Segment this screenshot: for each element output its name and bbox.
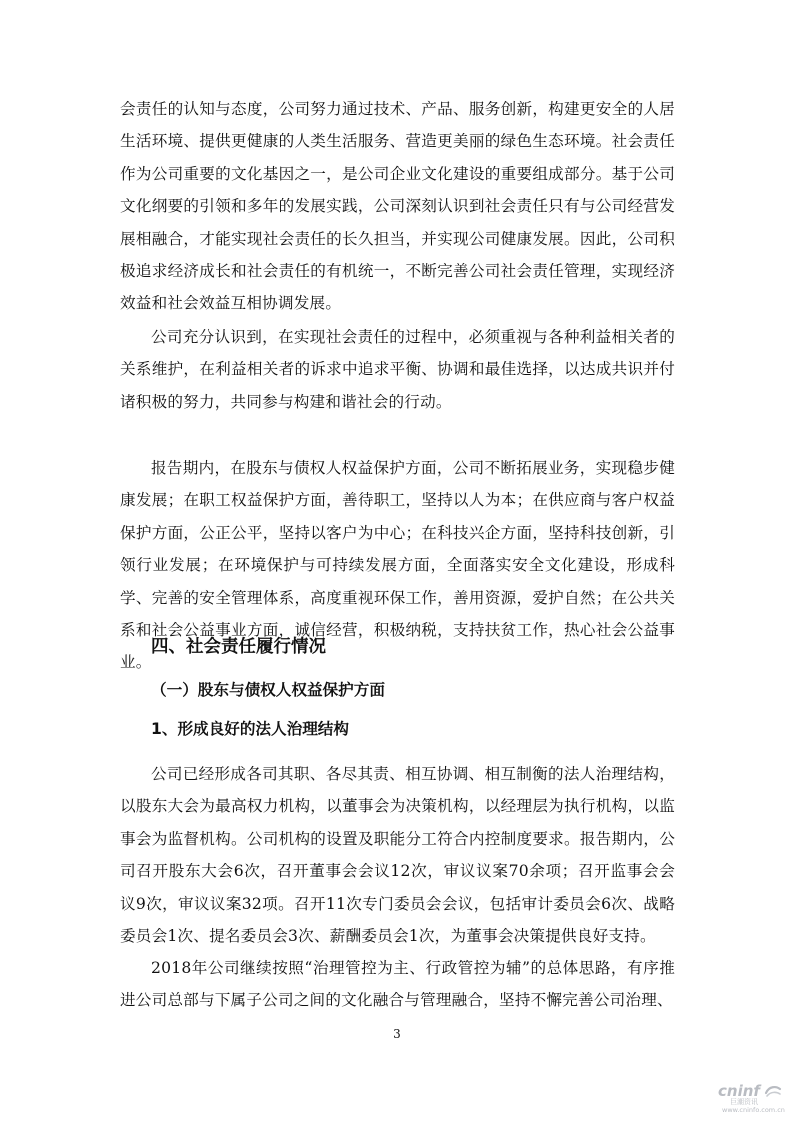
paragraph-report-summary: 报告期内，在股东与债权人权益保护方面，公司不断拓展业务，实现稳步健康发展；在职工权益保护方面，善待职工，坚持以人为本；在供应商与客户权益保护方面，公正公平，坚持以客户为中心；在科技兴企方面，坚持科技创新，引领行业发展；在环境保护与可持续发展方面，全面落实安全文化建设，形成科学、完善的安全管理体系，高度重视环保工作，善用资源，爱护自然；在公共关系和社会公益事业方面，诚信经营，积极纳税，支持扶贫工作，热心社会公益事业。 — [120, 459, 675, 672]
page-number: 3 — [393, 1027, 401, 1041]
item-heading: 1、形成良好的法人治理结构 — [151, 720, 349, 738]
paragraph-governance-structure: 公司已经形成各司其职、各尽其责、相互协调、相互制衡的法人治理结构，以股东大会为最高权力机构，以董事会为决策机构，以经理层为执行机构，以监事会为监督机构。公司机构的设置及职能分工符合内控制度要求。报告期内，公司召开股东大会6次，召开董事会会议12次，审议议案70余项；召开监事会会议9次，审议议案32项。召开11次专门委员会会议，包括审计委员会6次、战略委员会1次、提名委员会3次、薪酬委员会1次，为董事会决策提供良好支持。 — [120, 765, 675, 946]
paragraph-2018-governance: 2018年公司继续按照“治理管控为主、行政管控为辅”的总体思路，有序推进公司总部与下属子公司之间的文化融合与管理融合，坚持不懈完善公司治理、 — [120, 959, 675, 1010]
paragraph-stakeholders: 公司充分认识到，在实现社会责任的过程中，必须重视与各种利益相关者的关系维护，在利益相关者的诉求中追求平衡、协调和最佳选择，以达成共识并付诸积极的努力，共同参与构建和谐社会的行动。 — [120, 328, 675, 411]
paragraph-csr-attitude: 会责任的认知与态度，公司努力通过技术、产品、服务创新，构建更安全的人居生活环境、提供更健康的人类生活服务、营造更美丽的绿色生态环境。社会责任作为公司重要的文化基因之一，是公司企业文化建设的重要组成部分。基于公司文化纲要的引领和多年的发展实践，公司深刻认识到社会责任只有与公司经营发展相融合，才能实现社会责任的长久担当，并实现公司健康发展。因此，公司积极追求经济成长和社会责任的有机统一，不断完善公司社会责任管理，实现经济效益和社会效益互相协调发展。 — [120, 100, 675, 313]
cninf-watermark-logo — [718, 1082, 790, 1114]
watermark-brand: cninf — [718, 1082, 760, 1100]
cninf-swirl-icon — [764, 1084, 782, 1098]
watermark-name: 巨潮资讯 — [730, 1098, 758, 1106]
section-heading: 四、社会责任履行情况 — [151, 637, 326, 657]
subsection-heading: （一）股东与债权人权益保护方面 — [151, 681, 385, 699]
watermark-url: www.cninfo.com.cn — [722, 1106, 785, 1114]
